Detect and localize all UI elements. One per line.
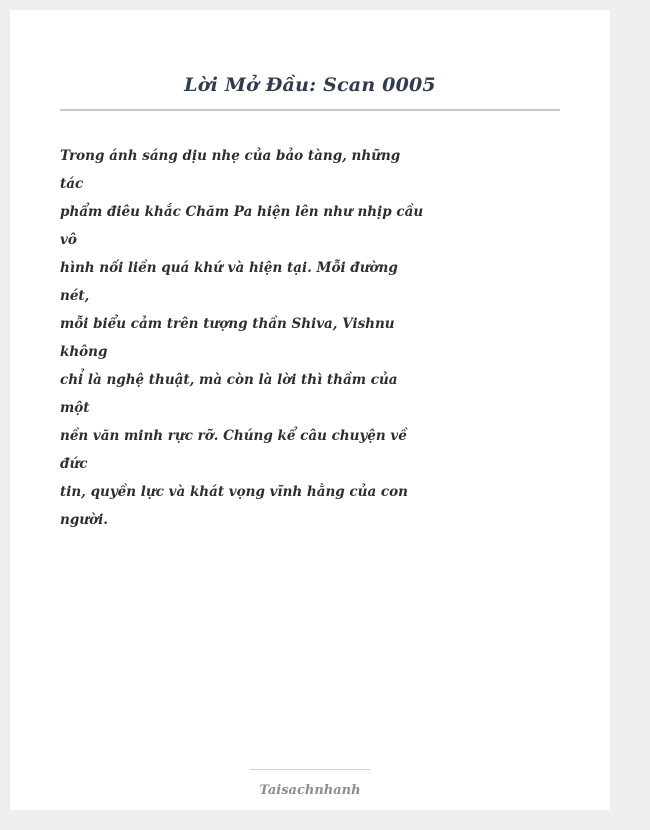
text-line: một xyxy=(60,400,90,416)
text-line: nét, xyxy=(60,288,90,304)
title-divider xyxy=(60,109,560,111)
body-text xyxy=(60,142,424,534)
text-line: nền văn minh rực rỡ. Chúng kể câu chuyện về xyxy=(60,428,407,444)
text-line: tác xyxy=(60,176,84,192)
text-line: không xyxy=(60,344,108,360)
text-line: phẩm điêu khắc Chăm Pa hiện lên như nhịp cầu xyxy=(60,204,424,220)
text-line: vô xyxy=(60,232,77,248)
page-title: Lời Mở Đầu: Scan 0005 xyxy=(184,74,436,96)
text-line: mỗi biểu cảm trên tượng thần Shiva, Vishnu xyxy=(60,316,395,332)
document-page xyxy=(10,10,610,810)
text-line: hình nối liền quá khứ và hiện tại. Mỗi đường xyxy=(60,260,398,276)
text-line: Trong ánh sáng dịu nhẹ của bảo tàng, những xyxy=(60,148,401,164)
text-line: chỉ là nghệ thuật, mà còn là lời thì thầm của xyxy=(60,372,398,388)
footer-divider xyxy=(250,769,370,770)
text-line: người. xyxy=(60,512,108,528)
text-line: tin, quyền lực và khát vọng vĩnh hằng của con xyxy=(60,484,408,500)
text-line: đức xyxy=(60,456,88,472)
footer-brand: Taisachnhanh xyxy=(259,783,361,798)
